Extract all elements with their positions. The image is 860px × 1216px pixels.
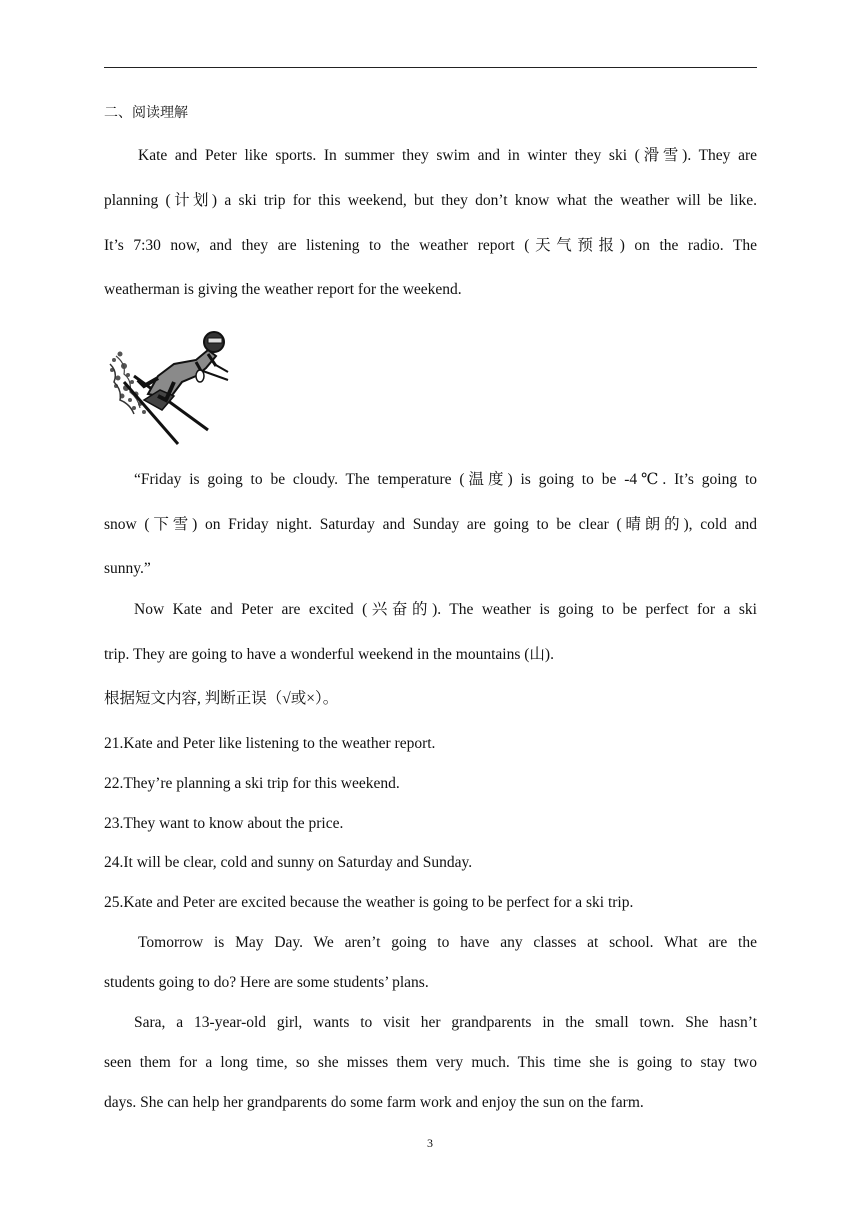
passage1-line-3: It’s 7:30 now, and they are listening to the weather report (天气预报) on the radio. The <box>104 237 757 254</box>
passage2-line-1: Tomorrow is May Day. We aren’t going to have any classes at school. What are the <box>138 934 757 951</box>
passage2-line-3: Sara, a 13-year-old girl, wants to visit her grandparents in the small town. She hasn’t <box>134 1014 757 1031</box>
section-heading: 二、阅读理解 <box>104 106 188 121</box>
forecast-line-1: “Friday is going to be cloudy. The temperature (温度) is going to be -4℃. It’s going to <box>134 471 757 488</box>
question-25: 25.Kate and Peter are excited because the weather is going to be perfect for a ski trip. <box>104 894 634 911</box>
instruction: 根据短文内容, 判断正误（√或×）。 <box>104 690 339 707</box>
passage1-line-1: Kate and Peter like sports. In summer they swim and in winter they ski (滑雪). They are <box>138 147 757 164</box>
forecast-line-3: sunny.” <box>104 560 151 577</box>
skier-illustration <box>104 320 234 446</box>
closing-line-2: trip. They are going to have a wonderful weekend in the mountains (山). <box>104 646 554 663</box>
question-24: 24.It will be clear, cold and sunny on Saturday and Sunday. <box>104 854 473 871</box>
passage1-line-4: weatherman is giving the weather report for the weekend. <box>104 281 462 298</box>
question-22: 22.They’re planning a ski trip for this weekend. <box>104 775 400 792</box>
question-21: 21.Kate and Peter like listening to the weather report. <box>104 735 436 752</box>
closing-line-1: Now Kate and Peter are excited (兴奋的). The weather is going to be perfect for a ski <box>134 601 757 618</box>
passage2-line-5: days. She can help her grandparents do some farm work and enjoy the sun on the farm. <box>104 1094 644 1111</box>
question-23: 23.They want to know about the price. <box>104 815 344 832</box>
page-number: 3 <box>427 1136 433 1150</box>
passage2-line-4: seen them for a long time, so she misses them very much. This time she is going to stay two <box>104 1054 757 1071</box>
forecast-line-2: snow (下雪) on Friday night. Saturday and Sunday are going to be clear (晴朗的), cold and <box>104 516 757 533</box>
passage2-line-2: students going to do? Here are some students’ plans. <box>104 974 429 991</box>
passage1-line-2: planning (计划) a ski trip for this weekend, but they don’t know what the weather will be like. <box>104 192 757 209</box>
header-rule <box>104 67 757 68</box>
